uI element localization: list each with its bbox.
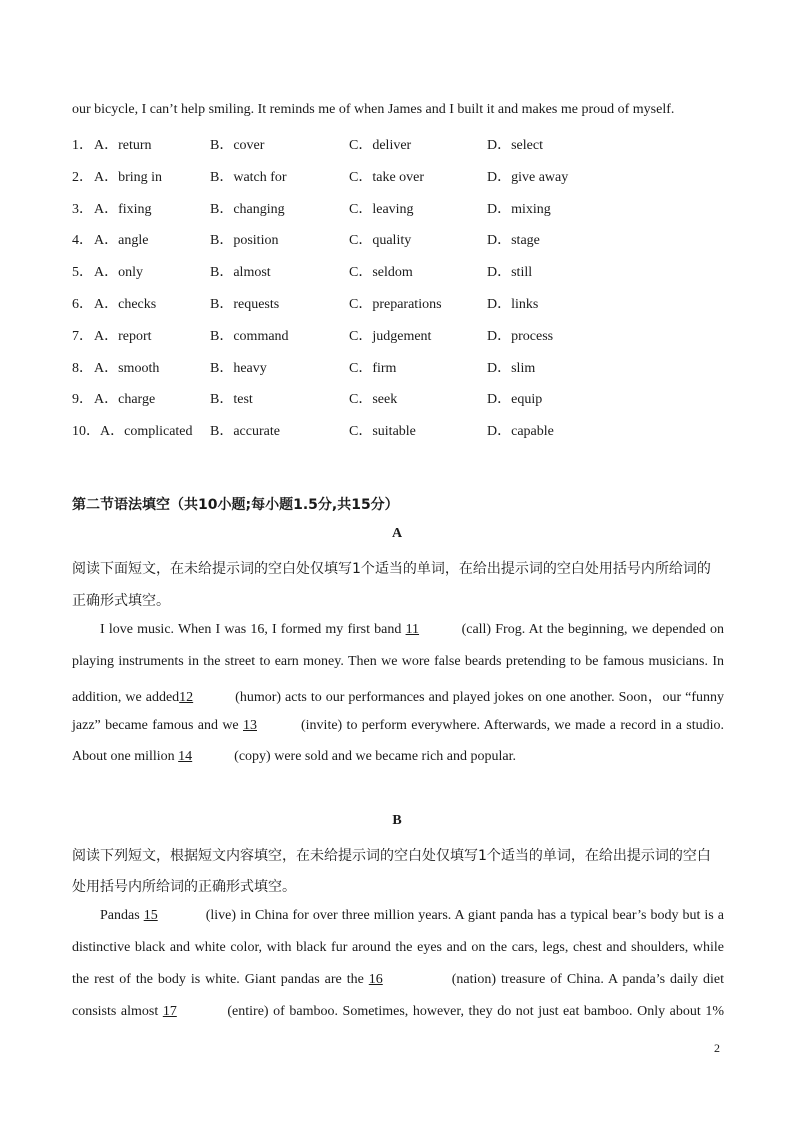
part-b-line-2: distinctive black and white color, with black fur around the eyes and on the cars, legs, chest and shoulders, while (72, 940, 724, 955)
text-segment: (entire) of bamboo. Sometimes, however, they do not just eat bamboo. Only about 1% (222, 1004, 724, 1019)
text-segment: Pandas (100, 908, 144, 923)
option-d[interactable]: D．equip (487, 392, 543, 408)
option-b[interactable]: B．requests (210, 297, 280, 312)
part-a-line-2: playing instruments in the street to earn money. Then we wore false beards pretending to be famous musicians. In (72, 654, 724, 669)
option-a[interactable]: A．report (94, 328, 152, 344)
question-number: 7． (72, 328, 93, 344)
option-b[interactable]: B．accurate (210, 424, 280, 440)
section-heading: 第二节语法填空（共10小题;每小题1.5分,共15分） (72, 497, 399, 513)
blank-15[interactable]: 15 (143, 908, 158, 923)
blank-17[interactable]: 17 (162, 1004, 177, 1019)
text-segment: (nation) treasure of China. A panda’s daily diet (446, 972, 724, 987)
text-segment: I love music. When I was 16, I formed my first band (100, 622, 406, 637)
part-a-instruction-line-2: 正确形式填空。 (72, 593, 170, 609)
blank-12[interactable]: 12 (179, 690, 194, 705)
option-a[interactable]: A．angle (94, 233, 149, 249)
blank-14[interactable]: 14 (178, 749, 193, 764)
part-b-instruction-line-1: 阅读下列短文，根据短文内容填空，在未给提示词的空白处仅填写1个适当的单词，在给出提示词的空白 (72, 848, 711, 864)
intro-line: our bicycle, I can’t help smiling. It reminds me of when James and I built it and makes me proud of myself. (72, 102, 675, 117)
text-segment: addition, we added (72, 690, 180, 705)
option-d[interactable]: D．still (487, 265, 533, 281)
option-c[interactable]: C．suitable (349, 424, 416, 440)
option-b[interactable]: B．heavy (210, 360, 267, 376)
question-number: 10． (72, 424, 100, 440)
blank-16[interactable]: 16 (368, 972, 383, 987)
option-b[interactable]: B．changing (210, 201, 285, 217)
blank-11[interactable]: 11 (405, 622, 420, 637)
option-c[interactable]: C．deliver (349, 138, 412, 153)
question-number: 8． (72, 360, 93, 376)
option-d[interactable]: D．links (487, 297, 539, 312)
option-a[interactable]: A．fixing (94, 201, 152, 217)
page-number: 2 (714, 1041, 720, 1055)
option-b[interactable]: B．almost (210, 265, 271, 281)
question-number: 9． (72, 392, 93, 408)
question-number: 1． (72, 138, 93, 153)
option-d[interactable]: D．process (487, 328, 554, 344)
option-c[interactable]: C．seldom (349, 265, 413, 281)
question-number: 5． (72, 265, 93, 281)
part-a-label: A (391, 526, 403, 541)
text-segment: the rest of the body is white. Giant pandas are the (72, 972, 369, 987)
part-a-line-4 (72, 718, 724, 734)
option-d[interactable]: D．stage (487, 233, 540, 249)
option-a[interactable]: A．bring in (94, 169, 163, 185)
text-segment: consists almost (72, 1004, 163, 1019)
option-c[interactable]: C．leaving (349, 201, 414, 217)
part-a-line-3 (72, 686, 724, 706)
text-segment: (copy) were sold and we became rich and popular. (234, 749, 517, 764)
text-segment: (invite) to perform everywhere. Afterwards, we made a record in a studio. (301, 718, 724, 733)
option-c[interactable]: C．judgement (349, 328, 432, 344)
part-a-line-5 (72, 749, 724, 765)
text-segment: (live) in China for over three million years. A giant panda has a typical bear’s body but is a (201, 908, 724, 923)
option-c[interactable]: C．take over (349, 169, 425, 185)
question-number: 4． (72, 233, 93, 249)
part-b-line-3 (72, 972, 724, 988)
option-b[interactable]: B．command (210, 328, 289, 344)
text-segment: jazz” became famous and we (72, 718, 243, 733)
option-a[interactable]: A．complicated (100, 424, 193, 440)
option-a[interactable]: A．return (94, 138, 152, 153)
part-b-label: B (392, 813, 402, 828)
part-b-instruction-line-2: 处用括号内所给词的正确形式填空。 (72, 879, 296, 895)
option-c[interactable]: C．preparations (349, 297, 442, 312)
part-a-instruction-line-1: 阅读下面短文，在未给提示词的空白处仅填写1个适当的单词，在给出提示词的空白处用括号内所给词的 (72, 561, 711, 577)
part-a-line-1 (72, 622, 724, 638)
option-a[interactable]: A．smooth (94, 360, 160, 376)
option-d[interactable]: D．give away (487, 169, 569, 185)
text-segment: About one million (72, 749, 179, 764)
text-segment: (call) Frog. At the beginning, we depended on (461, 622, 724, 637)
option-b[interactable]: B．watch for (210, 169, 287, 185)
text-segment: (humor) acts to our performances and played jokes on one another. Soon，our “funny (235, 690, 724, 705)
option-b[interactable]: B．test (210, 392, 253, 408)
option-a[interactable]: A．charge (94, 392, 156, 408)
part-b-line-1 (72, 908, 724, 924)
question-number: 6． (72, 297, 93, 312)
question-number: 3． (72, 201, 93, 217)
option-a[interactable]: A．checks (94, 297, 157, 312)
blank-13[interactable]: 13 (243, 718, 257, 733)
option-b[interactable]: B．position (210, 233, 279, 249)
option-d[interactable]: D．select (487, 138, 543, 153)
option-b[interactable]: B．cover (210, 138, 265, 153)
option-d[interactable]: D．slim (487, 360, 536, 376)
option-d[interactable]: D．mixing (487, 201, 551, 217)
option-c[interactable]: C．seek (349, 392, 398, 408)
part-b-line-4 (72, 1004, 724, 1020)
option-c[interactable]: C．quality (349, 233, 412, 249)
option-a[interactable]: A．only (94, 265, 143, 281)
option-c[interactable]: C．firm (349, 360, 397, 376)
option-d[interactable]: D．capable (487, 424, 554, 440)
question-number: 2． (72, 169, 93, 185)
